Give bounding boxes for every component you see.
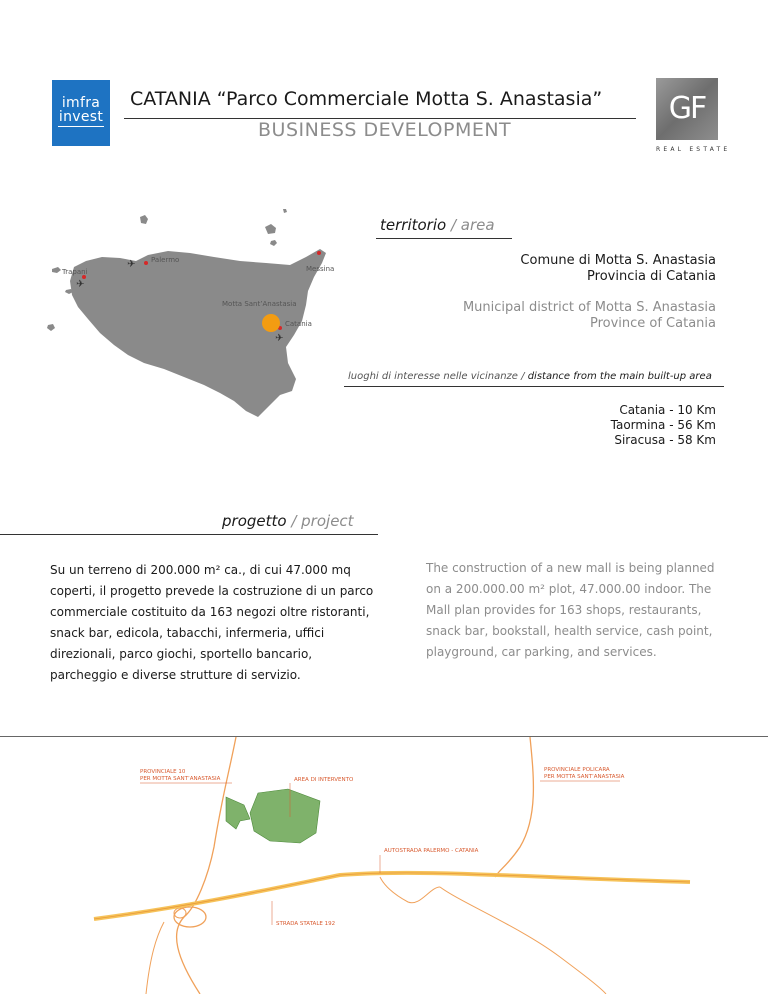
island — [283, 209, 287, 213]
nearby-sep: / — [517, 371, 528, 382]
airport-icon: ✈ — [275, 333, 284, 344]
label-autostrada: AUTOSTRADA PALERMO - CATANIA — [384, 848, 479, 854]
area-intervento — [250, 789, 320, 843]
heading-it: territorio — [380, 216, 447, 234]
road — [440, 887, 606, 994]
comune-line: Provincia di Catania — [587, 269, 716, 284]
motta-site-marker — [262, 314, 280, 332]
island — [265, 224, 276, 234]
comune-line: Province of Catania — [589, 316, 716, 331]
heading-sep: / — [446, 216, 461, 234]
island — [47, 324, 55, 331]
label-messina: Messina — [306, 265, 335, 273]
road — [495, 737, 533, 877]
island — [140, 215, 148, 224]
airport-icon: ✈ — [127, 259, 136, 270]
island — [52, 267, 61, 273]
label-palermo: Palermo — [151, 256, 180, 264]
nearby-en: distance from the main built-up area — [527, 371, 712, 382]
nearby-it: luoghi di interesse nelle vicinanze — [348, 371, 518, 382]
label-prov10-a: PROVINCIALE 10 — [140, 769, 186, 775]
distances-list — [611, 403, 716, 448]
label-trapani: Trapani — [62, 268, 88, 276]
label-policara-a: PROVINCIALE POLICARA — [544, 767, 610, 773]
label-catania: Catania — [285, 320, 312, 328]
island — [270, 240, 277, 246]
page-subtitle: BUSINESS DEVELOPMENT — [258, 119, 512, 141]
logo-line1: imfra — [61, 95, 101, 111]
highway — [94, 873, 690, 919]
progetto-heading — [222, 512, 354, 530]
nearby-rule — [344, 386, 724, 387]
distance-item: Taormina - 56 Km — [610, 418, 716, 432]
territorio-rule — [376, 238, 512, 239]
heading-en: project — [301, 512, 354, 530]
gf-logo-subtitle: REAL ESTATE — [656, 146, 731, 153]
logo-line2: invest — [58, 109, 104, 125]
label-motta: Motta Sant’Anastasia — [222, 300, 297, 308]
comune-it — [520, 253, 716, 285]
project-description-it: Su un terreno di 200.000 m² ca., di cui 47.000 mq coperti, il progetto prevede la costruzione di un parco commerciale costituito da 163 negozi oltre ristoranti, snack bar, edicola, tabacchi, infermeria, uffici direzionali, parco giochi, sportello bancario, parcheggio e diverse strutture di servizio. — [50, 563, 374, 682]
heading-en: area — [460, 216, 495, 234]
heading-it: progetto — [222, 512, 287, 530]
site-plan-map — [0, 737, 768, 994]
territorio-heading — [380, 216, 495, 234]
label-area: AREA DI INTERVENTO — [294, 777, 354, 783]
palermo-dot — [144, 261, 148, 265]
comune-line: Comune di Motta S. Anastasia — [520, 253, 716, 268]
sicily-land — [70, 249, 326, 417]
distance-item: Catania - 10 Km — [619, 403, 716, 417]
comune-en — [463, 300, 716, 332]
project-description-en: The construction of a new mall is being planned on a 200.000.00 m² plot, 47.000.00 indoor. The Mall plan provides for 163 shops, restaurants, snack bar, bookstall, health service, cash point, playground, car parking, and services. — [426, 561, 715, 659]
heading-sep: / — [286, 512, 302, 530]
messina-dot — [317, 251, 321, 255]
logo-underline — [58, 126, 104, 127]
label-ss192: STRADA STATALE 192 — [276, 921, 336, 927]
comune-line: Municipal district of Motta S. Anastasia — [462, 300, 716, 315]
label-policara-b: PER MOTTA SANT’ANASTASIA — [544, 774, 625, 780]
label-prov10-b: PER MOTTA SANT’ANASTASIA — [140, 776, 221, 782]
road — [380, 877, 440, 903]
area-intervento — [226, 797, 250, 829]
nearby-heading — [348, 371, 712, 382]
sicily-map — [44, 205, 344, 420]
road — [146, 922, 164, 994]
page-title: CATANIA “Parco Commerciale Motta S. Anastasia” — [130, 88, 603, 110]
distance-item: Siracusa - 58 Km — [614, 433, 716, 447]
airport-icon: ✈ — [76, 279, 85, 290]
gf-logo: GF — [656, 78, 718, 140]
progetto-rule — [0, 534, 378, 535]
imfra-invest-logo — [52, 80, 110, 146]
